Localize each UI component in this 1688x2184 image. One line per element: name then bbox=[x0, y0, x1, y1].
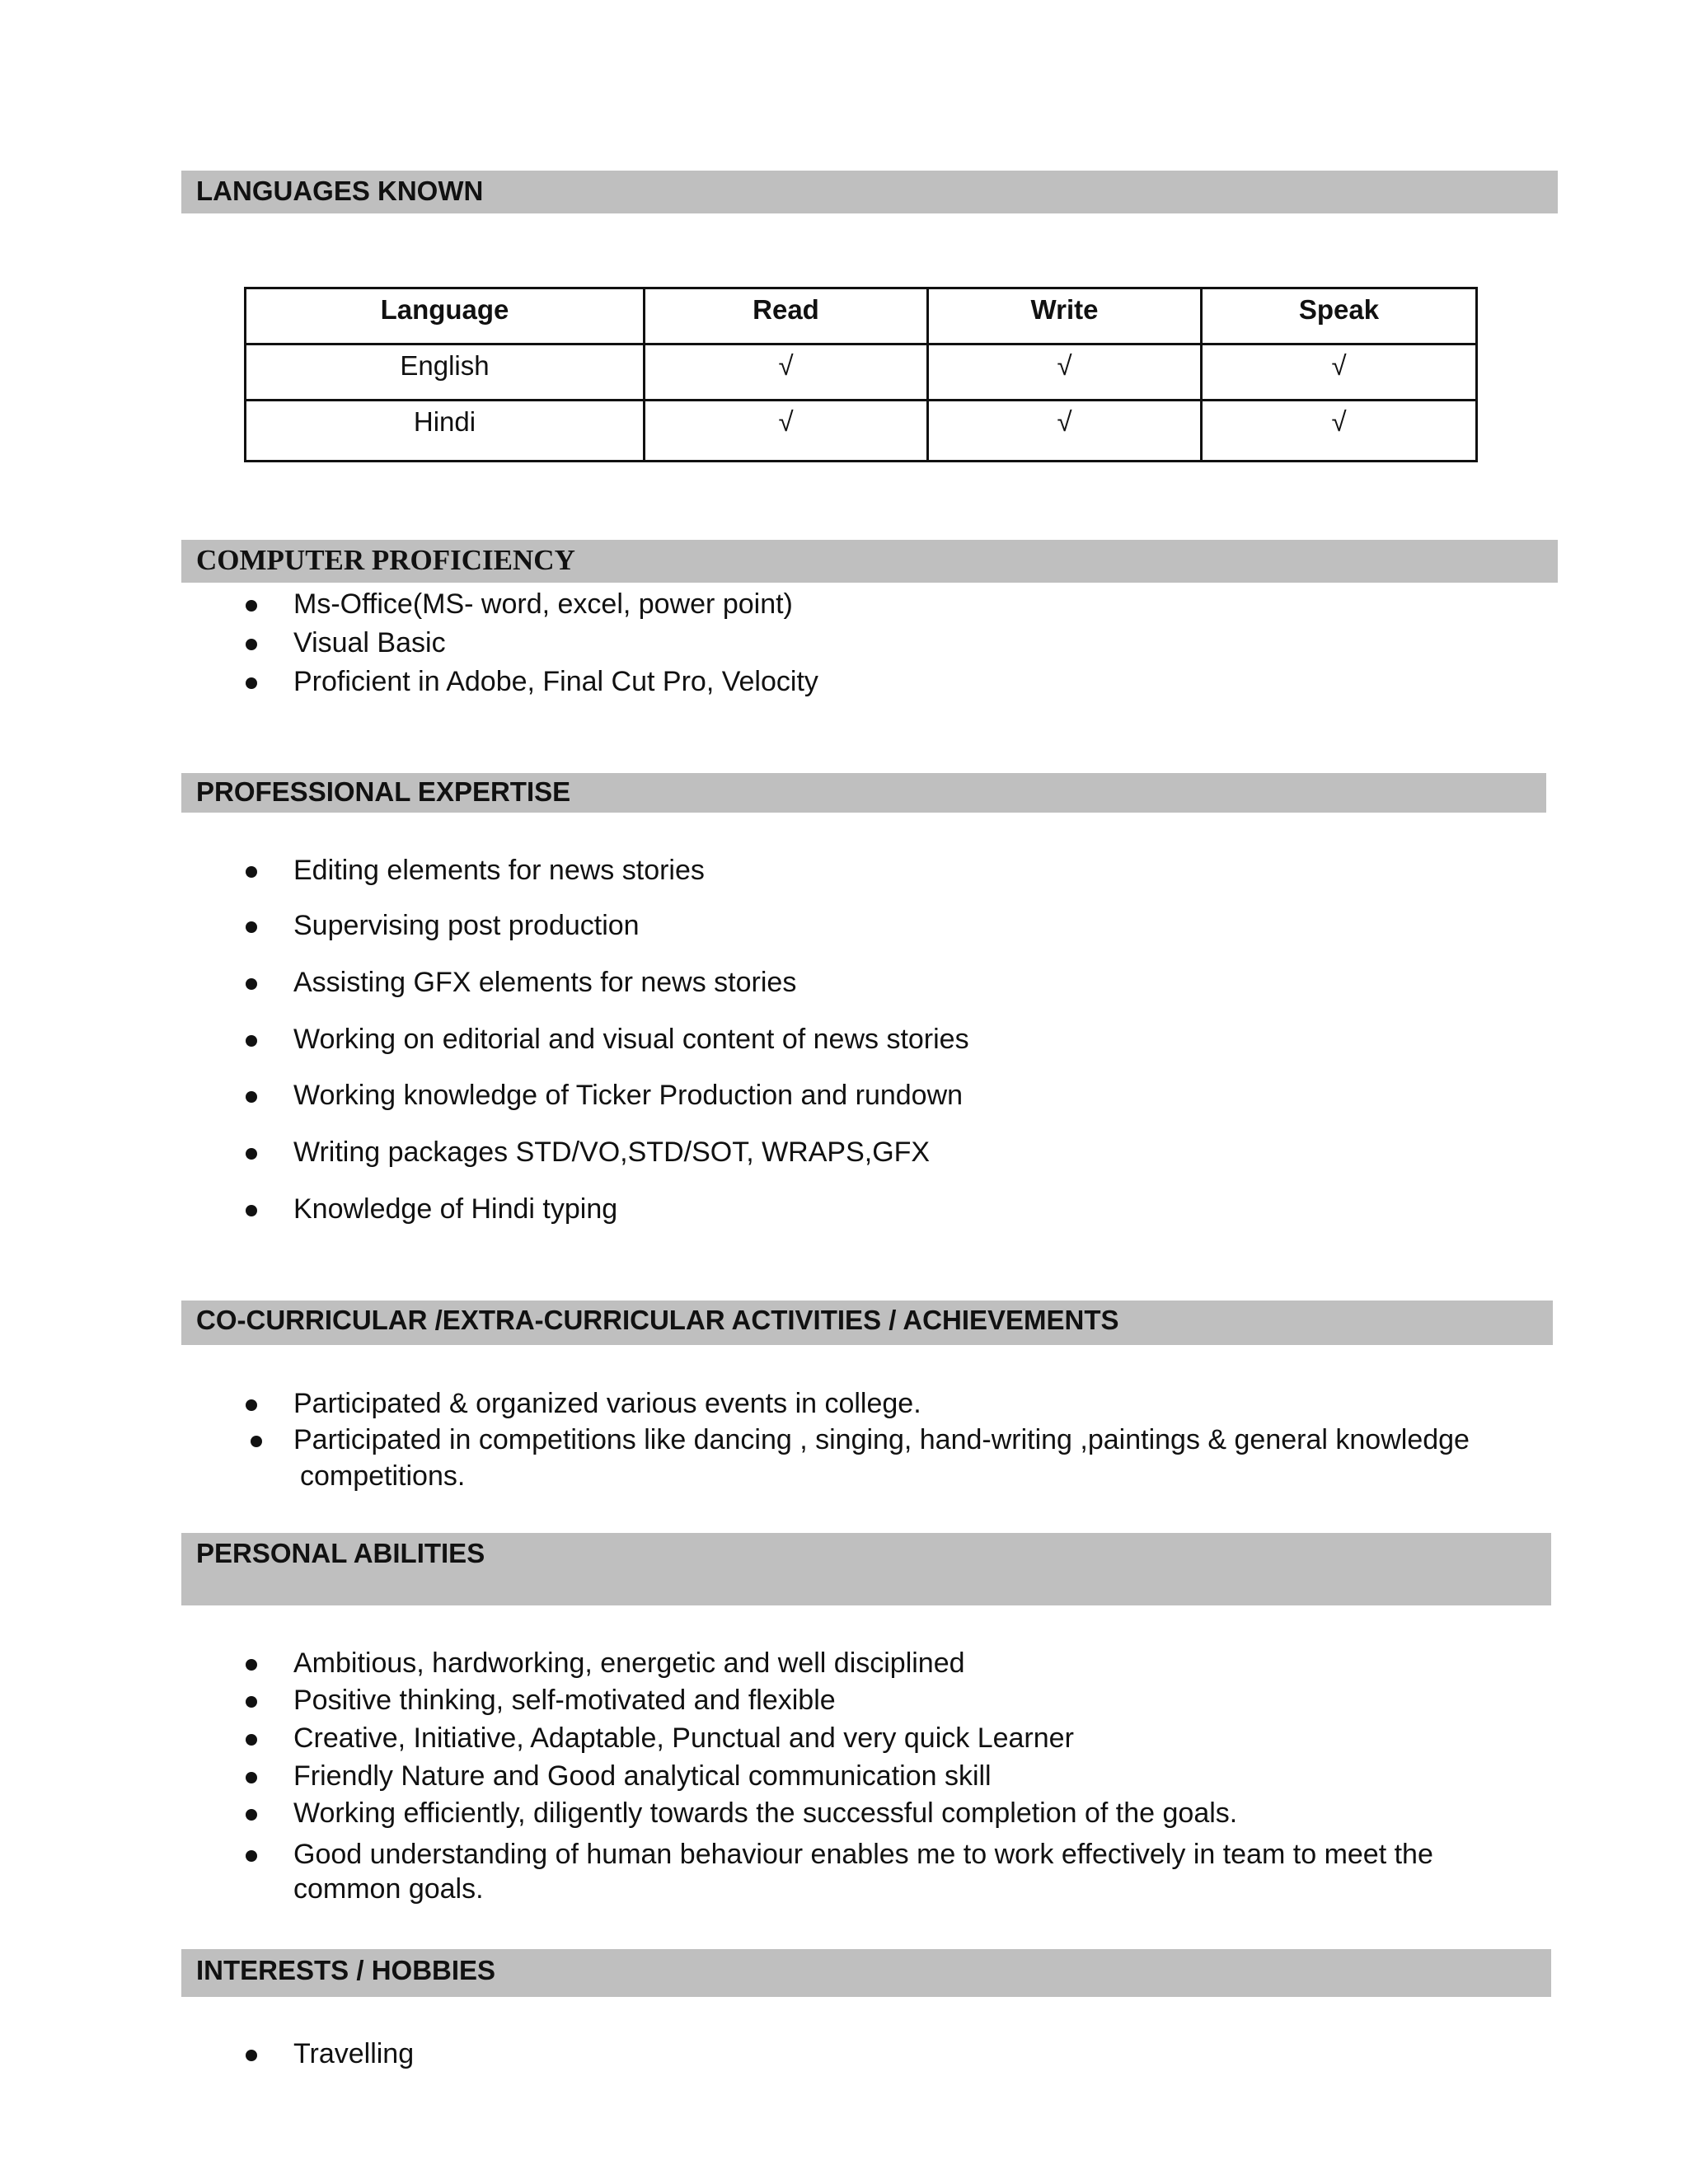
table-cell: √ bbox=[928, 401, 1202, 462]
section-header-interests bbox=[181, 1949, 1551, 1997]
list-item-text: Working efficiently, diligently towards the successful completion of the goals. bbox=[293, 1797, 1238, 1829]
bullet-icon bbox=[246, 2050, 257, 2061]
list-item-text: Good understanding of human behaviour enables me to work effectively in team to meet the bbox=[293, 1839, 1433, 1870]
list-item-text: Ambitious, hardworking, energetic and well disciplined bbox=[293, 1647, 965, 1679]
list-item-text: Travelling bbox=[293, 2038, 415, 2069]
table-header-row bbox=[246, 288, 1477, 344]
list-item-text: Participated in competitions like dancing , singing, hand-writing ,paintings & general knowledge bbox=[293, 1424, 1470, 1455]
list-item-text: Knowledge of Hindi typing bbox=[293, 1193, 618, 1225]
list-item-text: Creative, Initiative, Adaptable, Punctual and very quick Learner bbox=[293, 1722, 1074, 1754]
bullet-icon bbox=[246, 921, 257, 933]
list-item-text: Supervising post production bbox=[293, 910, 640, 941]
list-item-text: Friendly Nature and Good analytical communication skill bbox=[293, 1760, 992, 1792]
list-item-text: Assisting GFX elements for news stories bbox=[293, 967, 797, 998]
section-header-languages bbox=[181, 171, 1558, 213]
section-title-professional: PROFESSIONAL EXPERTISE bbox=[196, 776, 571, 807]
table-cell: Hindi bbox=[246, 401, 645, 462]
section-header-personal bbox=[181, 1533, 1551, 1605]
section-title-cocurricular: CO-CURRICULAR /EXTRA-CURRICULAR ACTIVITIES / ACHIEVEMENTS bbox=[196, 1305, 1119, 1335]
bullet-icon bbox=[246, 1205, 257, 1216]
table-cell: English bbox=[246, 344, 645, 401]
list-item-text: Ms-Office(MS- word, excel, power point) bbox=[293, 588, 793, 620]
table-cell: √ bbox=[645, 344, 928, 401]
table-cell: √ bbox=[645, 401, 928, 462]
section-title-computer: COMPUTER PROFICIENCY bbox=[196, 544, 575, 576]
bullet-icon bbox=[246, 978, 257, 990]
bullet-icon bbox=[246, 677, 257, 689]
list-item-text: Working on editorial and visual content of news stories bbox=[293, 1024, 969, 1055]
table-header-cell: Read bbox=[645, 288, 928, 344]
bullet-icon bbox=[246, 866, 257, 878]
bullet-icon bbox=[246, 1659, 257, 1671]
list-item-text: Visual Basic bbox=[293, 627, 446, 658]
bullet-icon bbox=[246, 600, 257, 612]
table-row bbox=[246, 344, 1477, 401]
section-title-personal: PERSONAL ABILITIES bbox=[196, 1538, 485, 1568]
section-header-computer bbox=[181, 540, 1558, 583]
bullet-icon bbox=[246, 1399, 257, 1411]
bullet-icon bbox=[251, 1436, 262, 1447]
table-header-cell: Speak bbox=[1202, 288, 1477, 344]
section-header-professional bbox=[181, 773, 1546, 813]
bullet-icon bbox=[246, 1850, 257, 1862]
table-cell: √ bbox=[928, 344, 1202, 401]
list-item-text: Positive thinking, self-motivated and flexible bbox=[293, 1685, 836, 1716]
section-title-interests: INTERESTS / HOBBIES bbox=[196, 1955, 496, 1985]
list-item-text: Proficient in Adobe, Final Cut Pro, Velocity bbox=[293, 666, 818, 697]
list-item-text-continued: competitions. bbox=[300, 1460, 466, 1492]
bullet-icon bbox=[246, 1091, 257, 1103]
table-cell: √ bbox=[1202, 401, 1477, 462]
bullet-icon bbox=[246, 1809, 257, 1821]
bullet-icon bbox=[246, 1696, 257, 1708]
section-header-cocurricular bbox=[181, 1301, 1553, 1345]
section-title-languages: LANGUAGES KNOWN bbox=[196, 176, 484, 206]
table-header-cell: Language bbox=[246, 288, 645, 344]
bullet-icon bbox=[246, 1035, 257, 1047]
list-item-text: Writing packages STD/VO,STD/SOT, WRAPS,GFX bbox=[293, 1137, 931, 1168]
languages-table bbox=[244, 287, 1478, 462]
bullet-icon bbox=[246, 1148, 257, 1160]
table-cell: √ bbox=[1202, 344, 1477, 401]
list-item-text-continued: common goals. bbox=[293, 1873, 484, 1905]
table-header-cell: Write bbox=[928, 288, 1202, 344]
bullet-icon bbox=[246, 639, 257, 650]
list-item-text: Working knowledge of Ticker Production and rundown bbox=[293, 1080, 964, 1111]
bullet-icon bbox=[246, 1734, 257, 1746]
table-row bbox=[246, 401, 1477, 462]
list-item-text: Participated & organized various events in college. bbox=[293, 1388, 921, 1419]
list-item-text: Editing elements for news stories bbox=[293, 855, 705, 886]
bullet-icon bbox=[246, 1772, 257, 1783]
